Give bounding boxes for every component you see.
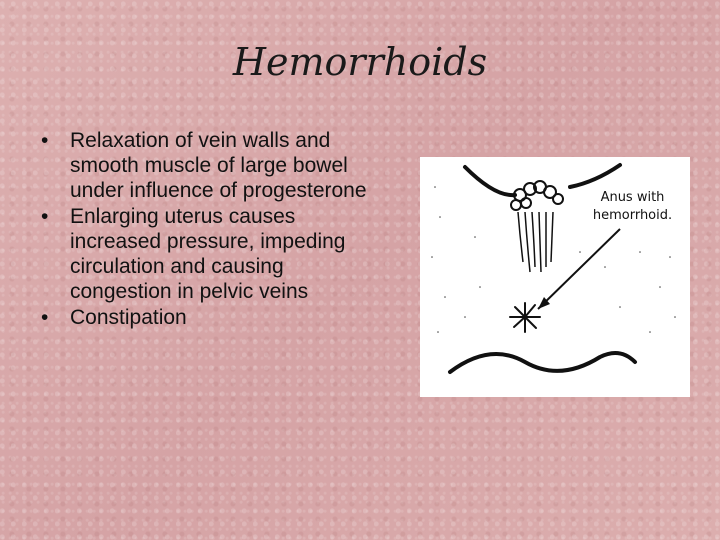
bullet-item bbox=[35, 305, 385, 330]
hemorrhoid-illustration bbox=[420, 157, 690, 397]
bullet-dot-icon: • bbox=[41, 205, 49, 228]
bullet-text: Relaxation of vein walls and smooth muscle of large bowel under influence of progesterone bbox=[70, 129, 367, 202]
bullet-text: Constipation bbox=[70, 306, 187, 329]
bullet-item bbox=[35, 128, 385, 203]
bullet-text: Enlarging uterus causes increased pressure, impeding circulation and causing congestion in pelvic veins bbox=[70, 205, 346, 303]
bullet-item bbox=[35, 204, 385, 304]
bullet-list bbox=[35, 128, 385, 331]
bullet-dot-icon: • bbox=[41, 306, 49, 329]
bullet-dot-icon: • bbox=[41, 129, 49, 152]
slide-title: Hemorrhoids bbox=[232, 40, 488, 84]
figure-caption: Anus with hemorrhoid. bbox=[592, 190, 673, 223]
